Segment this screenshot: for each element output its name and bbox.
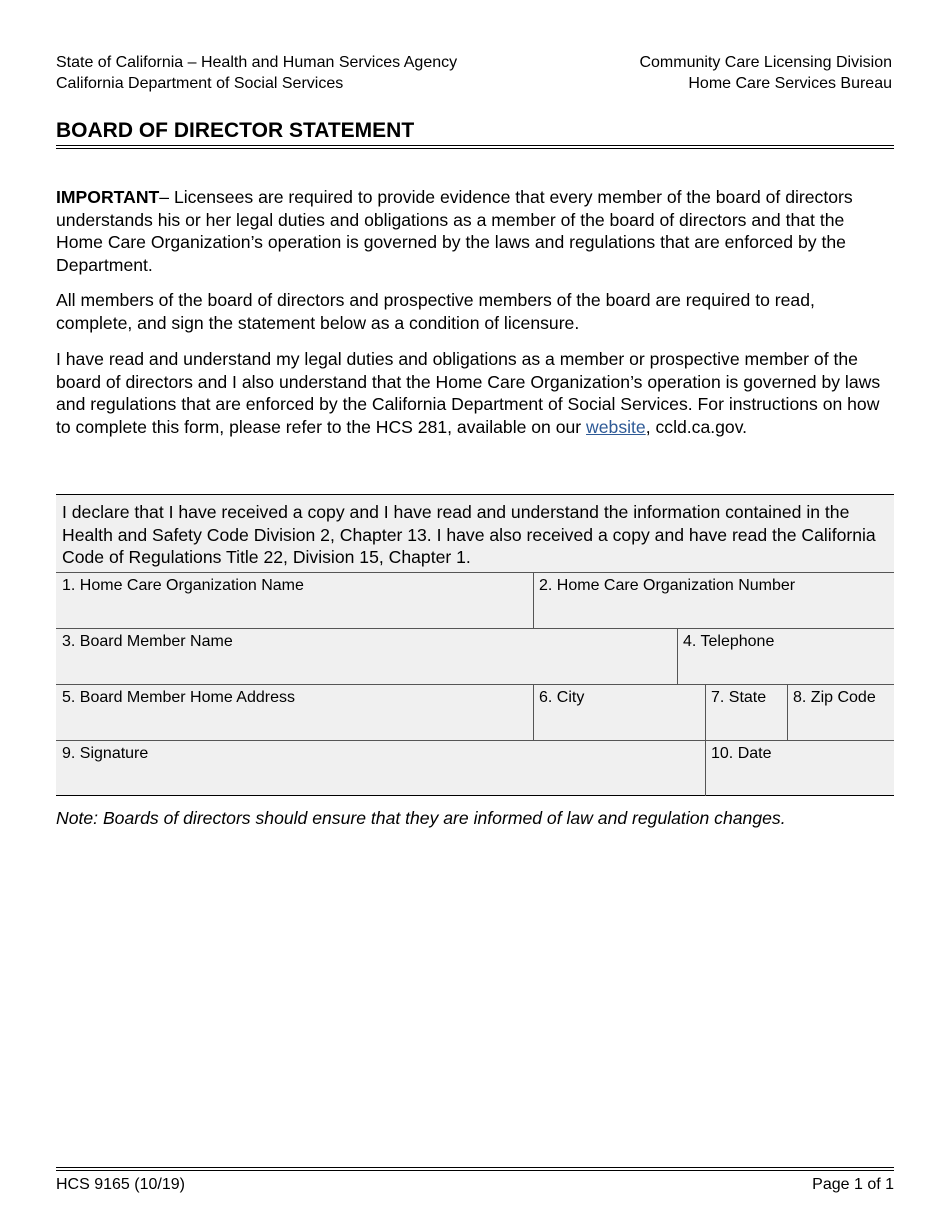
acknowledgement-tail: , ccld.ca.gov.: [645, 416, 748, 437]
agency-header: [56, 52, 457, 94]
note-text: Note: Boards of directors should ensure that they are informed of law and regulation changes.: [56, 808, 786, 828]
acknowledgement-text: I have read and understand my legal duties and obligations as a member or prospective member of the board of directors and I also understand that the Home Care Organization’s operation is governed by laws and regulations that are enforced by the California Department of Social Services. For instructions on how to complete this form, please refer to the HCS 281, available on our: [56, 349, 881, 437]
form-id: HCS 9165 (10/19): [56, 1176, 185, 1193]
city-label: 6. City: [539, 689, 585, 706]
column-divider: [533, 684, 534, 740]
requirement-paragraph: All members of the board of directors and prospective members of the board are required to read, complete, and sign the statement below as a condition of licensure.: [56, 290, 815, 333]
form-title: BOARD OF DIRECTOR STATEMENT: [56, 119, 415, 142]
date-label: 10. Date: [711, 745, 772, 762]
column-divider: [787, 684, 788, 740]
zip-label: 8. Zip Code: [793, 689, 876, 706]
zip-field[interactable]: [793, 688, 891, 736]
important-text: – Licensees are required to provide evidence that every member of the board of directors understands his or her legal duties and obligations as a member of the board of directors and that the Home Care Organization’s operation is governed by the laws and regulations that are enforced by the Department.: [56, 187, 853, 275]
column-divider: [533, 572, 534, 628]
statement-form: [56, 494, 894, 796]
important-label: IMPORTANT: [56, 187, 160, 207]
address-field[interactable]: [62, 688, 528, 736]
city-field[interactable]: [539, 688, 701, 736]
important-paragraph: [56, 186, 896, 276]
column-divider: [677, 628, 678, 684]
member-name-field[interactable]: [62, 632, 672, 680]
row-divider: [56, 684, 894, 685]
website-link[interactable]: website: [586, 416, 646, 437]
agency-name: State of California – Health and Human Services Agency: [56, 54, 458, 71]
org-name-field[interactable]: [62, 576, 528, 624]
department-name: California Department of Social Services: [56, 75, 344, 92]
state-field[interactable]: [711, 688, 783, 736]
org-number-field[interactable]: [539, 576, 889, 624]
column-divider: [705, 740, 706, 796]
address-label: 5. Board Member Home Address: [62, 689, 295, 706]
bureau-name: Home Care Services Bureau: [688, 75, 892, 92]
signature-field[interactable]: [62, 744, 700, 792]
row-divider: [56, 740, 894, 741]
acknowledgement-paragraph: [56, 348, 896, 438]
org-name-label: 1. Home Care Organization Name: [62, 577, 304, 594]
date-field[interactable]: [711, 744, 889, 792]
telephone-label: 4. Telephone: [683, 633, 775, 650]
declaration-text: I declare that I have received a copy and I have read and understand the information contained in the Health and Safety Code Division 2, Chapter 13. I have also received a copy and have read the California Code of Regulations Title 22, Division 15, Chapter 1.: [62, 502, 876, 567]
division-name: Community Care Licensing Division: [639, 54, 892, 71]
footer-divider: [56, 1167, 894, 1171]
row-divider: [56, 572, 894, 573]
page-number: Page 1 of 1: [812, 1176, 894, 1193]
title-divider: [56, 145, 894, 149]
signature-label: 9. Signature: [62, 745, 149, 762]
org-number-label: 2. Home Care Organization Number: [539, 577, 796, 594]
row-divider: [56, 628, 894, 629]
division-header: [639, 52, 892, 94]
state-label: 7. State: [711, 689, 767, 706]
column-divider: [705, 684, 706, 740]
telephone-field[interactable]: [683, 632, 889, 680]
member-name-label: 3. Board Member Name: [62, 633, 233, 650]
